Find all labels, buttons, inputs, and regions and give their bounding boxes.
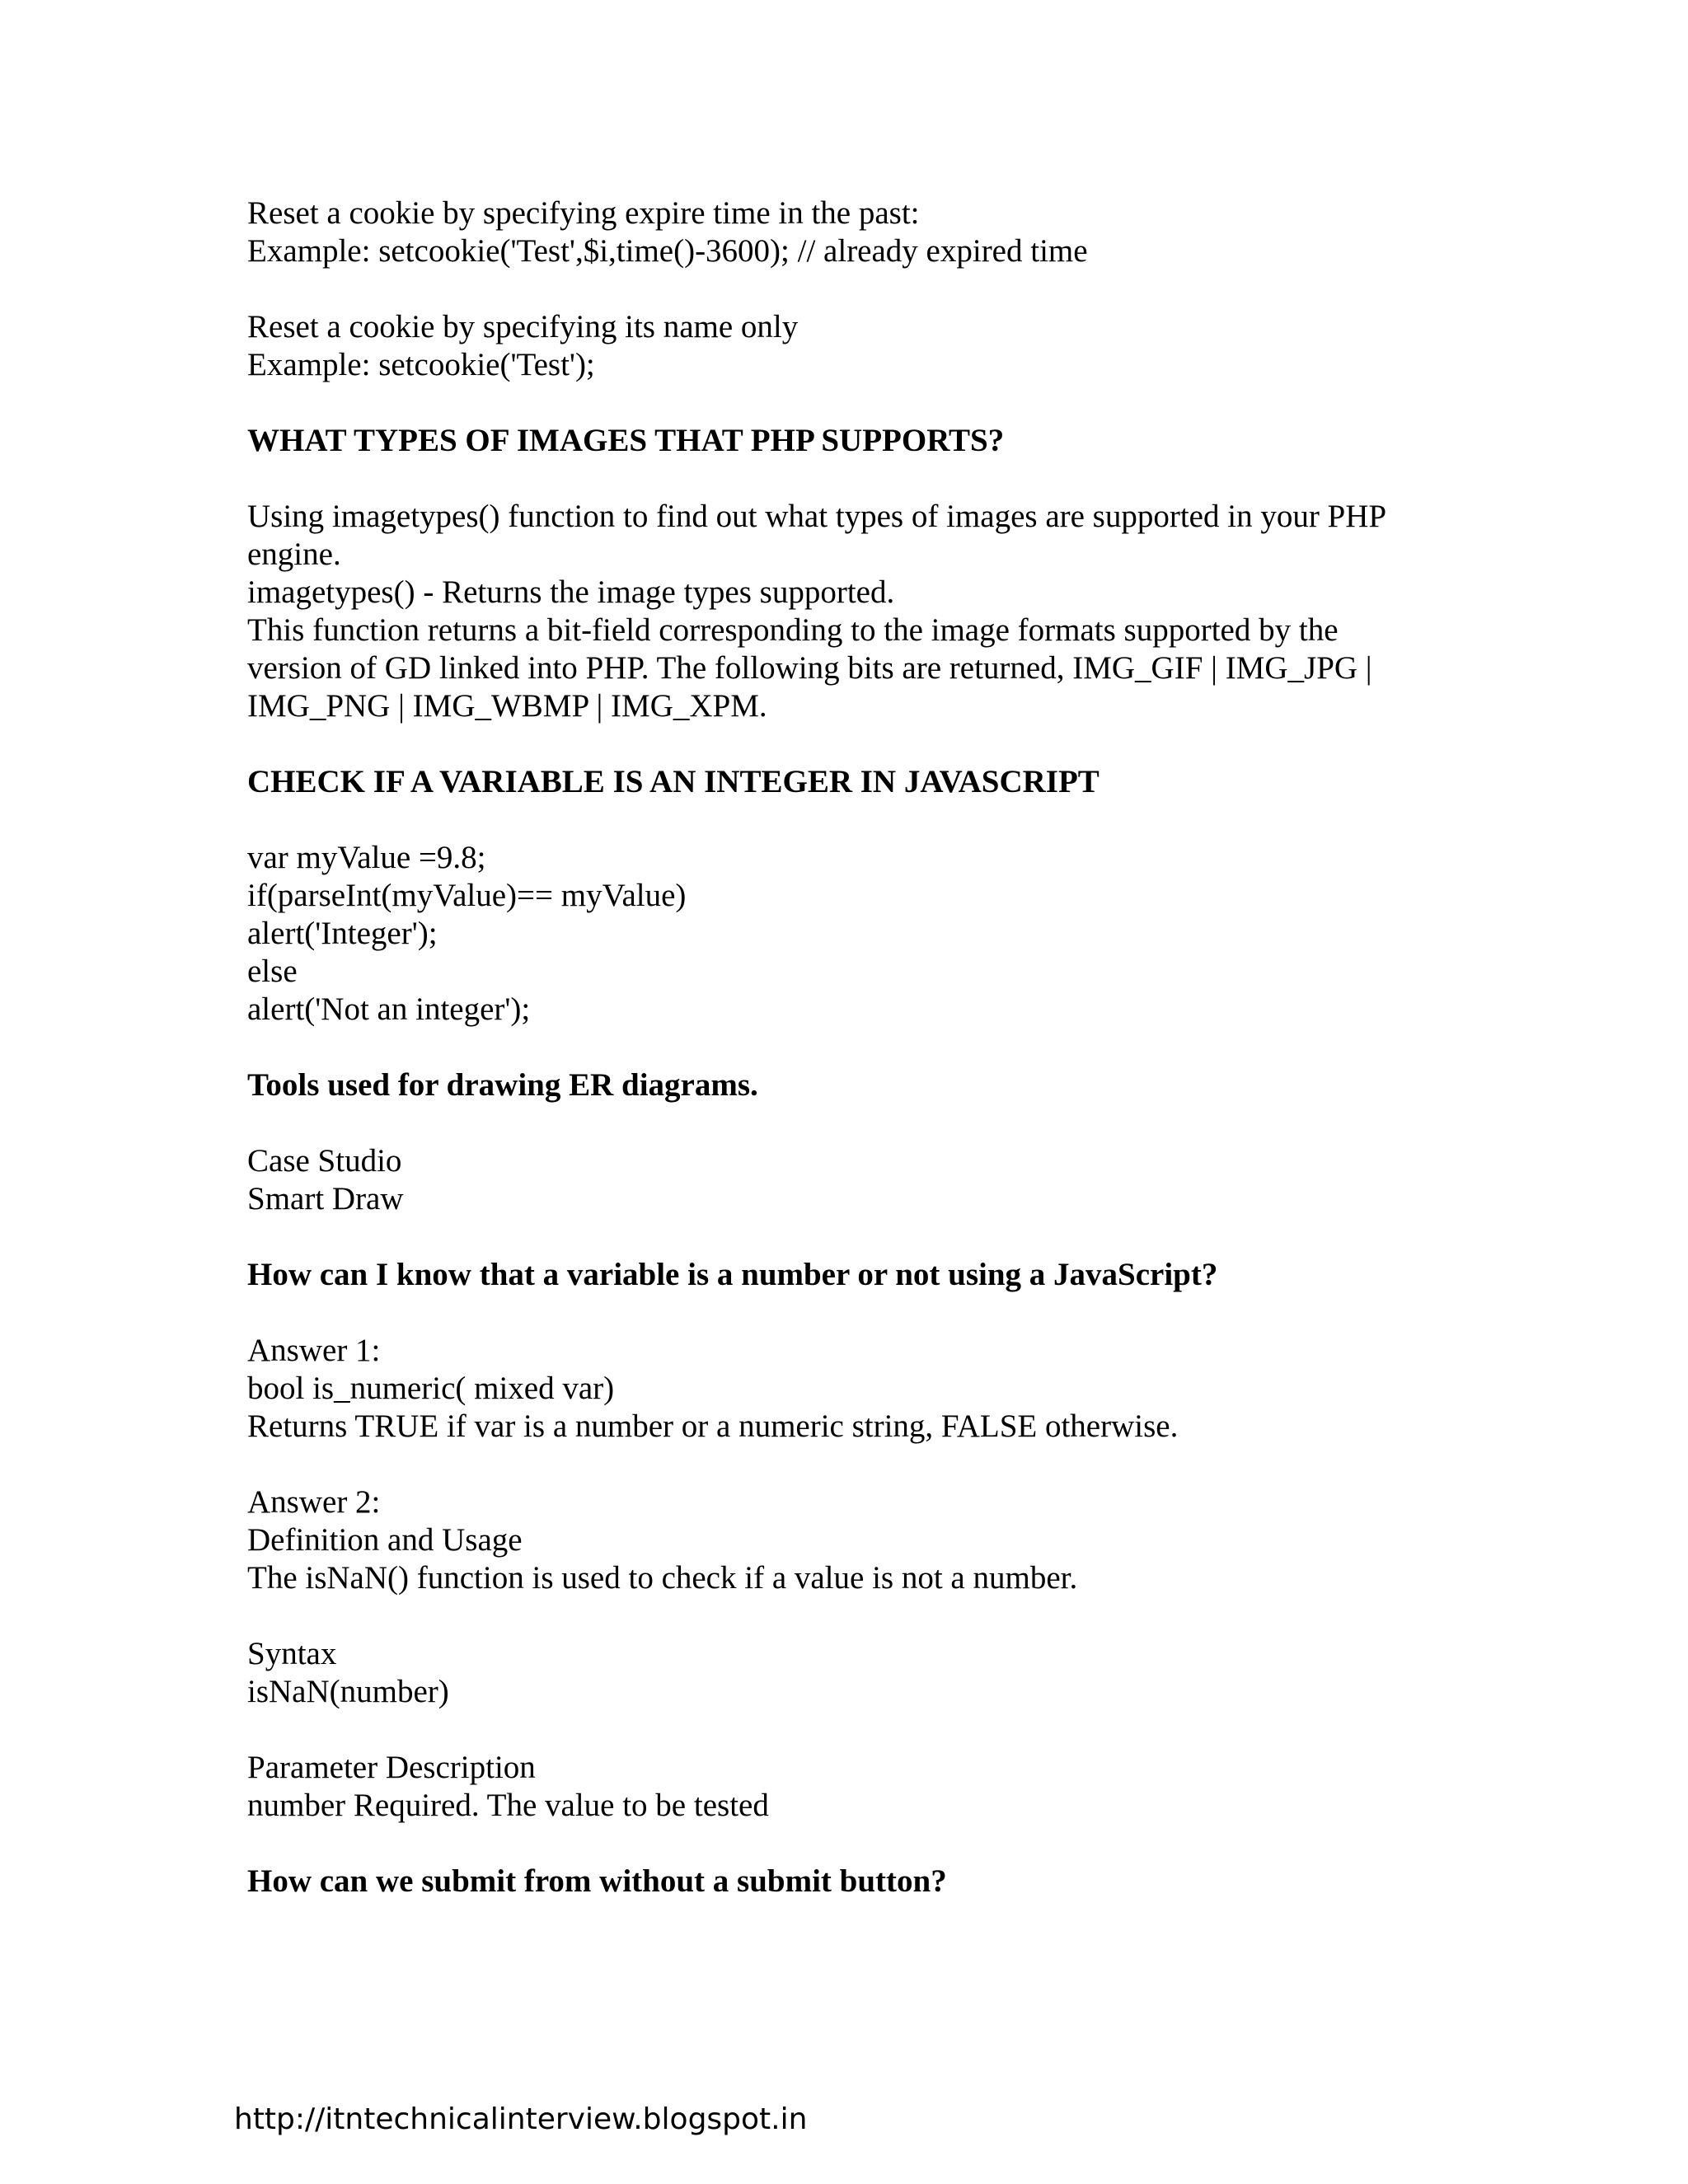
text-line: Returns TRUE if var is a number or a numeric string, FALSE otherwise. [247,1408,1179,1444]
footer-url[interactable]: http://itntechnicalinterview.blogspot.in [234,2102,808,2136]
text-line: Reset a cookie by specifying its name only [247,309,799,344]
text-line: imagetypes() - Returns the image types supported. [247,574,895,610]
section-parameter [247,1749,1451,1825]
section-heading-submit-form [247,1863,1451,1900]
section-image-types-body [247,498,1451,725]
text-line: version of GD linked into PHP. The following bits are returned, IMG_GIF | IMG_JPG | [247,650,1372,686]
text-line: engine. [247,537,341,572]
section-heading: Tools used for drawing ER diagrams. [247,1067,758,1103]
text-line: The isNaN() function is used to check if a value is not a number. [247,1560,1078,1596]
section-integer-code [247,839,1451,1029]
text-line: Parameter Description [247,1750,536,1785]
section-heading: How can we submit from without a submit button? [247,1863,947,1899]
section-heading-number-check [247,1256,1451,1294]
text-line: This function returns a bit-field corresponding to the image formats supported by the [247,612,1339,648]
text-line: Using imagetypes() function to find out what types of images are supported in your PHP [247,499,1387,534]
section-er-tools-list [247,1142,1451,1218]
text-line: Answer 2: [247,1484,381,1520]
code-line: if(parseInt(myValue)== myValue) [247,878,687,913]
text-line: Example: setcookie('Test'); [247,347,595,382]
section-cookie-name [247,308,1451,384]
section-answer-1 [247,1332,1451,1446]
text-line: Reset a cookie by specifying expire time in the past: [247,195,920,231]
section-heading-er-tools [247,1066,1451,1104]
text-line: Answer 1: [247,1333,381,1368]
text-line: number Required. The value to be tested [247,1788,769,1823]
section-cookie-expire [247,194,1451,270]
document-body [247,194,1451,1938]
text-line: bool is_numeric( mixed var) [247,1371,615,1406]
section-heading-integer-check [247,763,1451,801]
section-heading: WHAT TYPES OF IMAGES THAT PHP SUPPORTS? [247,423,1005,458]
section-answer-2 [247,1483,1451,1597]
list-item: Case Studio [247,1143,402,1179]
code-line: alert('Integer'); [247,916,438,951]
code-line: var myValue =9.8; [247,840,486,875]
list-item: Smart Draw [247,1181,404,1216]
text-line: Definition and Usage [247,1522,523,1558]
section-heading-image-types [247,422,1451,460]
section-heading: CHECK IF A VARIABLE IS AN INTEGER IN JAVASCRIPT [247,764,1100,799]
text-line: IMG_PNG | IMG_WBMP | IMG_XPM. [247,688,767,724]
text-line: isNaN(number) [247,1674,449,1709]
code-line: else [247,954,298,989]
code-line: alert('Not an integer'); [247,991,531,1027]
section-heading: How can I know that a variable is a number or not using a JavaScript? [247,1257,1218,1292]
section-syntax [247,1635,1451,1711]
text-line: Example: setcookie('Test',$i,time()-3600); // already expired time [247,233,1088,269]
text-line: Syntax [247,1636,337,1671]
